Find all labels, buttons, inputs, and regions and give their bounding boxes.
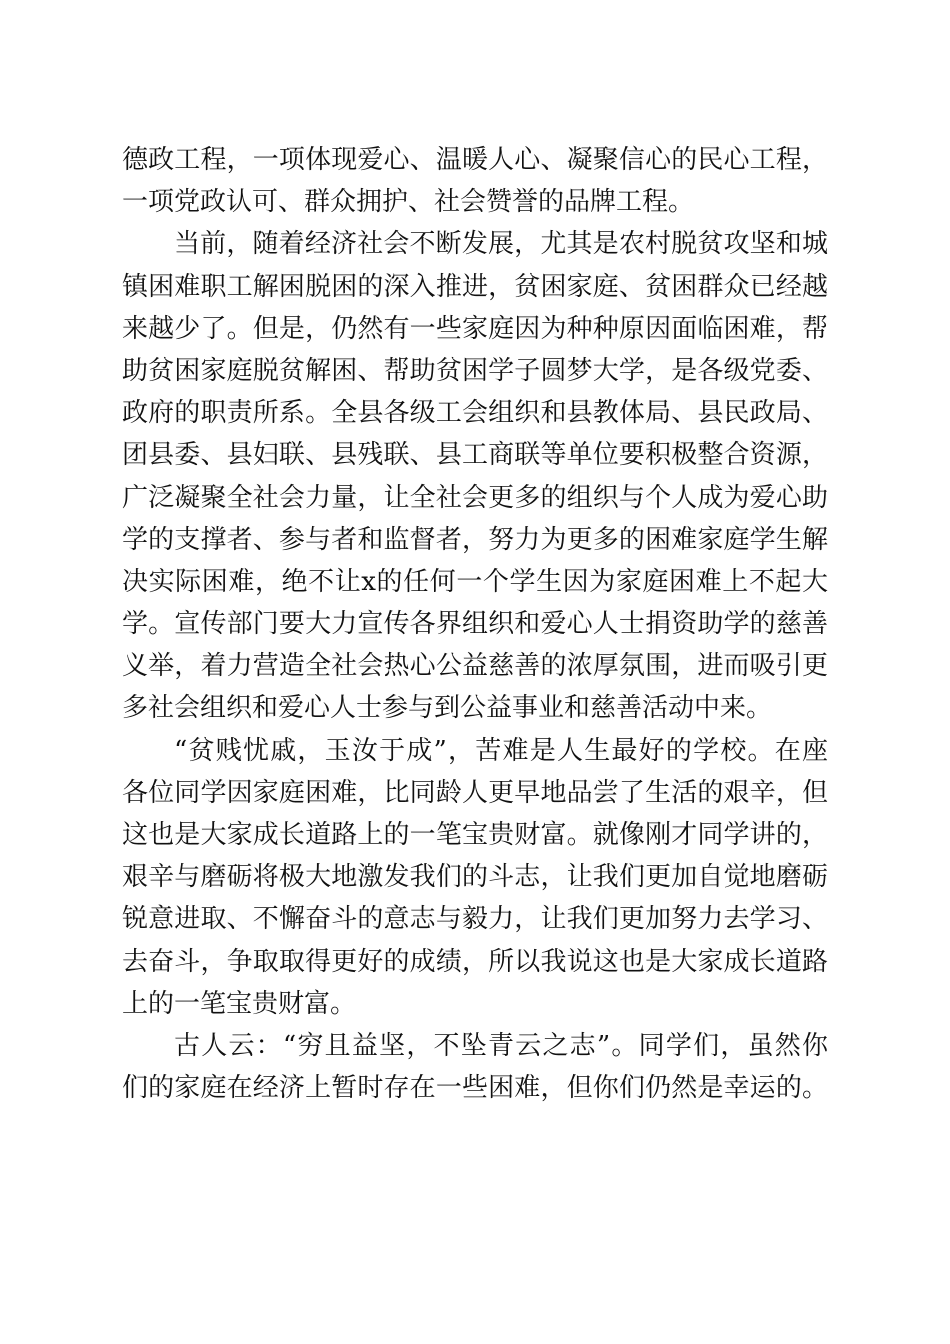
text-line: 当前，随着经济社会不断发展，尤其是农村脱贫攻坚和城 (174, 229, 828, 260)
text-line: 艰辛与磨砺将极大地激发我们的斗志，让我们更加自觉地磨砺 (122, 862, 828, 893)
text-line: 锐意进取、不懈奋斗的意志与毅力，让我们更加努力去学习、 (122, 904, 828, 935)
text-line: 古人云：“穷且益坚，不坠青云之志”。同学们，虽然你 (174, 1030, 828, 1061)
text-line: 决实际困难，绝不让x的任何一个学生因为家庭困难上不起大 (122, 566, 828, 597)
text-line: 助贫困家庭脱贫解困、帮助贫困学子圆梦大学，是各级党委、 (122, 355, 828, 386)
body-text (122, 139, 828, 1109)
text-line: 们的家庭在经济上暂时存在一些困难，但你们仍然是幸运的。 (122, 1073, 828, 1104)
text-line: 一项党政认可、群众拥护、社会赞誉的品牌工程。 (122, 187, 695, 218)
text-line: 学。宣传部门要大力宣传各界组织和爱心人士捐资助学的慈善 (122, 609, 828, 640)
text-line: 政府的职责所系。全县各级工会组织和县教体局、县民政局、 (122, 398, 828, 429)
text-line: 团县委、县妇联、县残联、县工商联等单位要积极整合资源， (122, 440, 828, 471)
text-line: 德政工程，一项体现爱心、温暖人心、凝聚信心的民心工程， (122, 145, 828, 175)
text-line: 义举，着力营造全社会热心公益慈善的浓厚氛围，进而吸引更 (122, 651, 828, 682)
text-line: 学的支撑者、参与者和监督者，努力为更多的困难家庭学生解 (122, 524, 828, 555)
text-line: 来越少了。但是，仍然有一些家庭因为种种原因面临困难，帮 (122, 313, 828, 344)
text-line: 各位同学因家庭困难，比同龄人更早地品尝了生活的艰辛，但 (122, 777, 828, 808)
text-line: 多社会组织和爱心人士参与到公益事业和慈善活动中来。 (122, 693, 773, 724)
text-line: “贫贱忧戚，玉汝于成”，苦难是人生最好的学校。在座 (174, 735, 828, 766)
text-line: 上的一笔宝贵财富。 (122, 988, 357, 1019)
text-line: 镇困难职工解困脱困的深入推进，贫困家庭、贫困群众已经越 (122, 271, 828, 302)
text-line: 广泛凝聚全社会力量，让全社会更多的组织与个人成为爱心助 (122, 482, 828, 513)
text-line: 去奋斗，争取取得更好的成绩，所以我说这也是大家成长道路 (122, 946, 828, 977)
text-line: 这也是大家成长道路上的一笔宝贵财富。就像刚才同学讲的， (122, 820, 828, 850)
